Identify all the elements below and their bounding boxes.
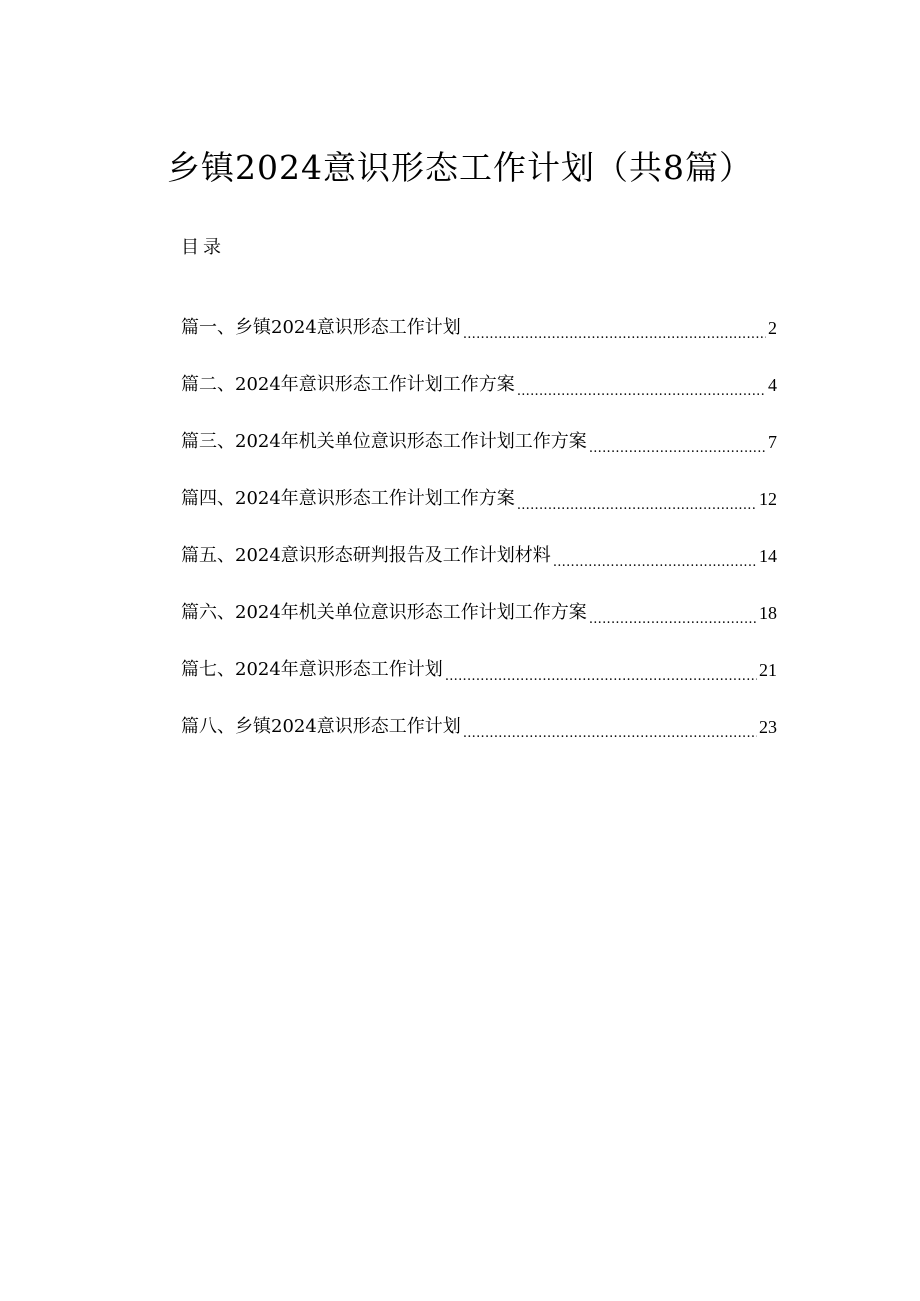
toc-entry-title: 篇六、2024年机关单位意识形态工作计划工作方案 xyxy=(181,602,587,623)
toc-entry-title: 篇七、2024年意识形态工作计划 xyxy=(181,659,443,680)
toc-entry[interactable] xyxy=(181,343,777,400)
toc-leader-dots xyxy=(517,370,766,400)
toc-entry[interactable] xyxy=(181,514,777,571)
table-of-contents xyxy=(181,286,777,742)
toc-entry[interactable] xyxy=(181,286,777,343)
toc-entry[interactable] xyxy=(181,685,777,742)
toc-leader-dots xyxy=(463,313,766,343)
toc-entry-title: 篇八、乡镇2024意识形态工作计划 xyxy=(181,716,461,737)
toc-entry-title: 篇一、乡镇2024意识形态工作计划 xyxy=(181,317,461,338)
toc-entry-title: 篇四、2024年意识形态工作计划工作方案 xyxy=(181,488,515,509)
toc-leader-dots xyxy=(445,655,757,685)
toc-heading: 目录 xyxy=(181,237,225,258)
toc-entry-page: 4 xyxy=(768,375,777,395)
toc-entry-page: 18 xyxy=(759,603,777,623)
toc-entry-page: 2 xyxy=(768,318,777,338)
toc-leader-dots xyxy=(463,712,757,742)
toc-leader-dots xyxy=(553,541,757,571)
toc-entry-page: 21 xyxy=(759,660,777,680)
toc-entry[interactable] xyxy=(181,400,777,457)
toc-entry-page: 7 xyxy=(768,432,777,452)
toc-entry[interactable] xyxy=(181,457,777,514)
toc-entry[interactable] xyxy=(181,628,777,685)
toc-entry-title: 篇二、2024年意识形态工作计划工作方案 xyxy=(181,374,515,395)
toc-entry-page: 23 xyxy=(759,717,777,737)
toc-leader-dots xyxy=(589,427,766,457)
toc-entry-page: 12 xyxy=(759,489,777,509)
toc-entry-title: 篇三、2024年机关单位意识形态工作计划工作方案 xyxy=(181,431,587,452)
document-title: 乡镇2024意识形态工作计划（共8篇） xyxy=(167,148,753,187)
toc-entry[interactable] xyxy=(181,571,777,628)
toc-entry-title: 篇五、2024意识形态研判报告及工作计划材料 xyxy=(181,545,551,566)
toc-entry-page: 14 xyxy=(759,546,777,566)
toc-leader-dots xyxy=(589,598,757,628)
toc-leader-dots xyxy=(517,484,757,514)
